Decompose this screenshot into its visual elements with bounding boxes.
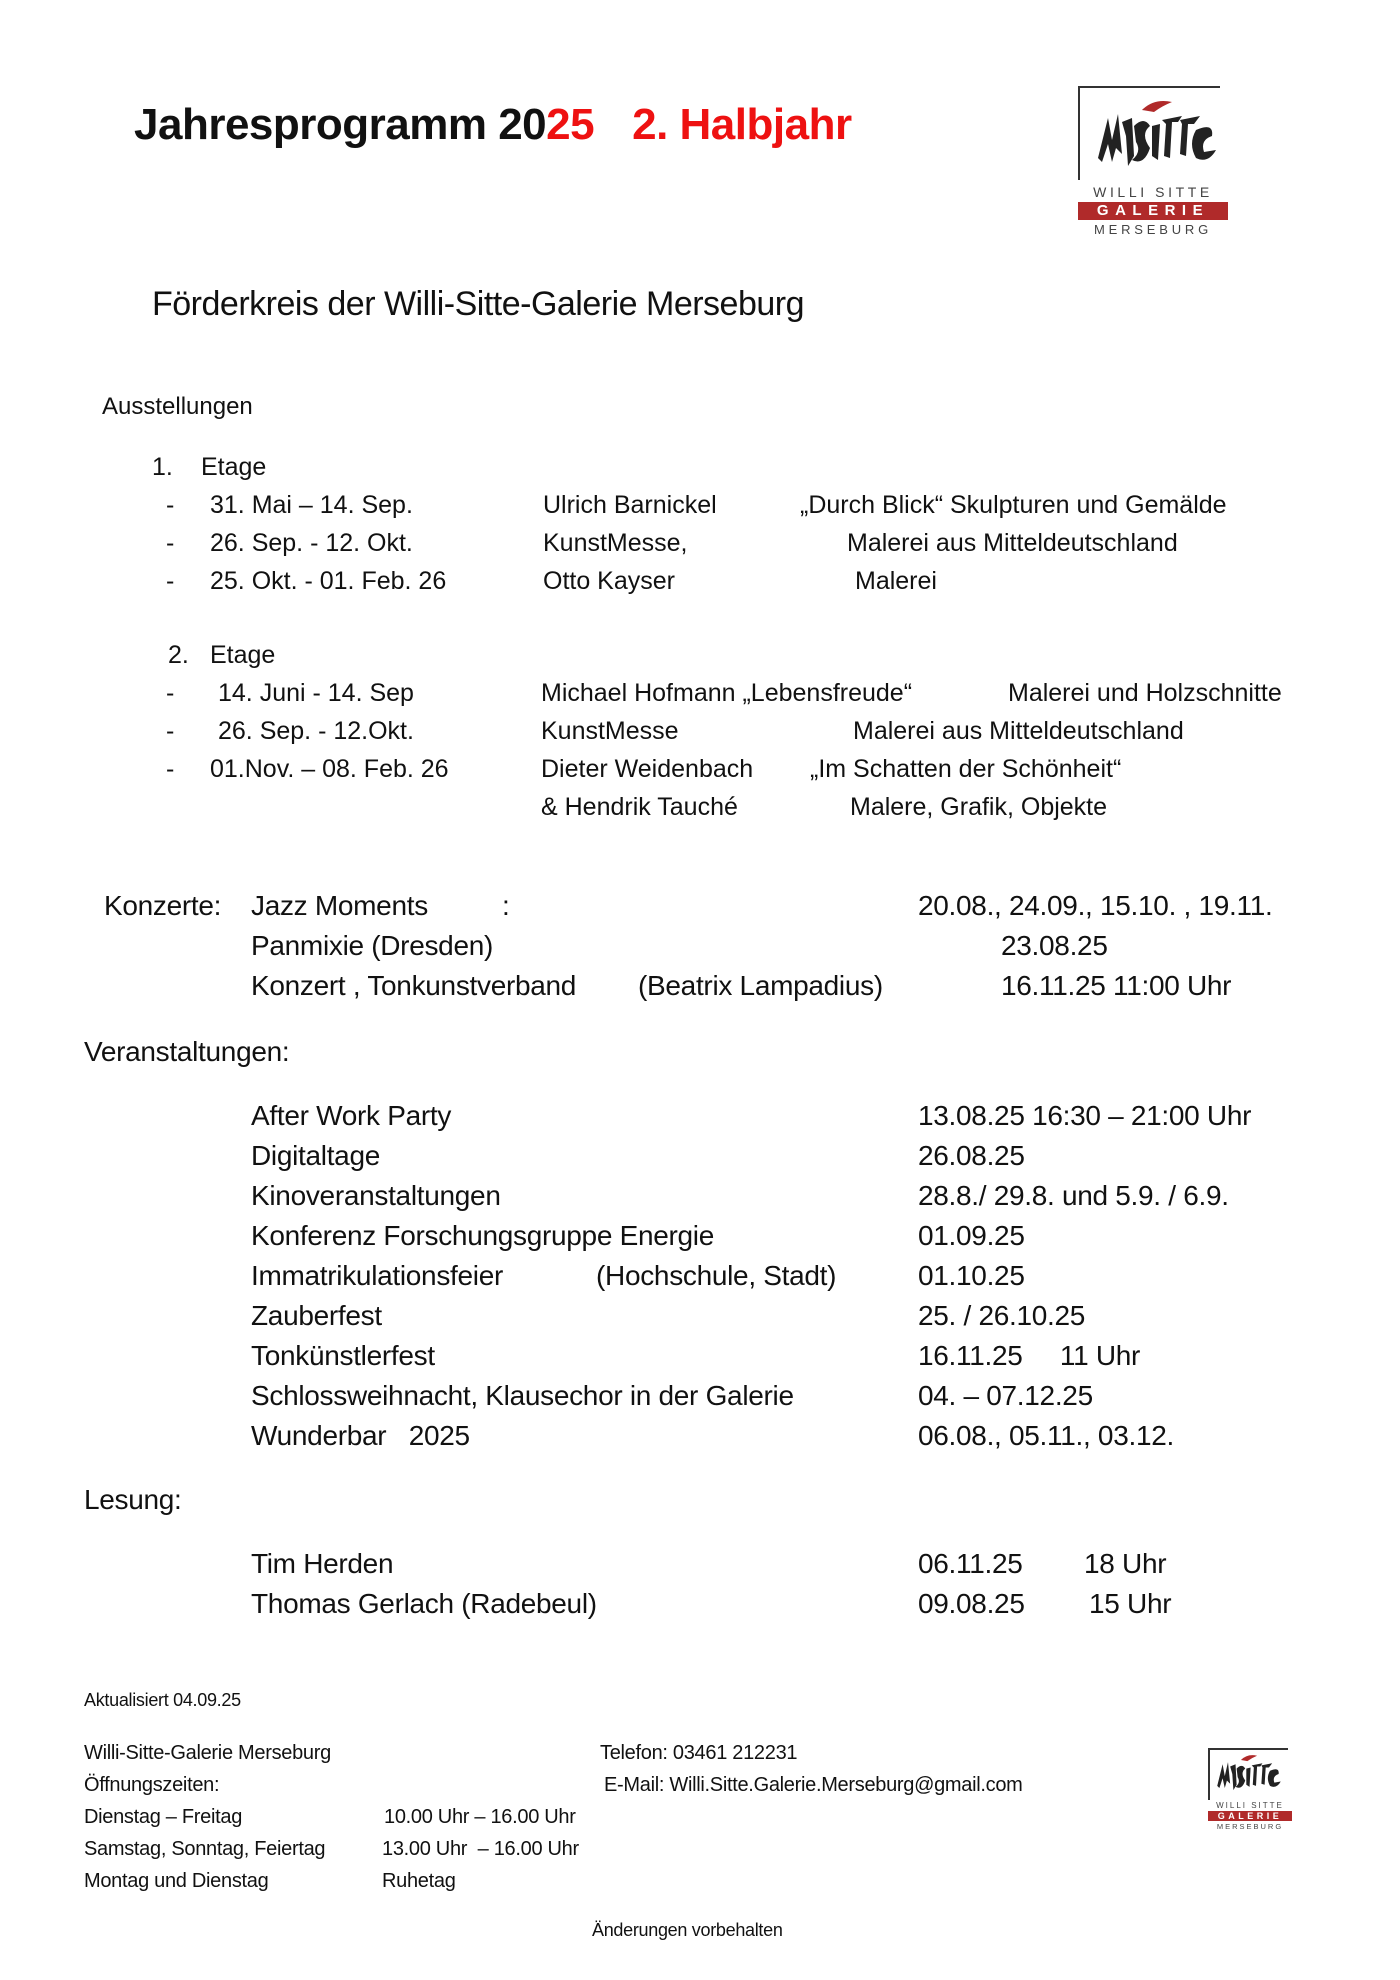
- item-name: Wunderbar 2025: [251, 1420, 470, 1451]
- item-name: Jazz Moments: [251, 890, 428, 921]
- floor-1-number: 1.: [152, 453, 173, 481]
- page-title: [134, 100, 852, 150]
- row-dash: -: [166, 717, 175, 745]
- item-date: 20.08., 24.09., 15.10. , 19.11.: [918, 890, 1273, 921]
- item-name: Digitaltage: [251, 1140, 381, 1171]
- hours-time: 10.00 Uhr – 16.00 Uhr: [384, 1806, 576, 1828]
- item-extra: (Hochschule, Stadt): [596, 1260, 837, 1291]
- signature-icon: [1214, 1752, 1284, 1796]
- item-time: 15 Uhr: [1089, 1588, 1172, 1619]
- item-time: 18 Uhr: [1084, 1548, 1167, 1579]
- row-date: 26. Sep. - 12.Okt.: [218, 717, 414, 745]
- logo-line-galerie: GALERIE: [1078, 202, 1228, 220]
- email-link[interactable]: E-Mail: Willi.Sitte.Galerie.Merseburg@gmail.com: [604, 1774, 1023, 1796]
- logo-line-merseburg: MERSEBURG: [1216, 1822, 1284, 1831]
- row-artist: KunstMesse: [541, 717, 679, 745]
- row-description: „Durch Blick“ Skulpturen und Gemälde: [800, 491, 1227, 519]
- row-dash: -: [166, 755, 175, 783]
- row-artist: Dieter Weidenbach: [541, 755, 754, 783]
- section-heading-lesung: Lesung:: [84, 1484, 182, 1515]
- item-name: Tim Herden: [251, 1548, 394, 1579]
- item-date: 09.08.25: [918, 1588, 1025, 1619]
- row-date: 14. Juni - 14. Sep: [218, 679, 414, 707]
- item-name: After Work Party: [251, 1100, 452, 1131]
- row-dash: -: [166, 567, 175, 595]
- section-heading-veranstaltungen: Veranstaltungen:: [84, 1036, 290, 1067]
- row-description: Malerei aus Mitteldeutschland: [853, 717, 1184, 745]
- row-artist: Otto Kayser: [543, 567, 675, 595]
- row-dash: -: [166, 679, 175, 707]
- logo-line-galerie: GALERIE: [1208, 1811, 1292, 1821]
- row-description: Malere, Grafik, Objekte: [850, 793, 1108, 821]
- hours-time: Ruhetag: [382, 1870, 456, 1892]
- logo-line-willi-sitte: WILLI SITTE: [1093, 184, 1213, 200]
- item-date: 06.11.25: [918, 1548, 1023, 1579]
- item-name: Zauberfest: [251, 1300, 382, 1331]
- row-artist: Ulrich Barnickel: [543, 491, 717, 519]
- item-name: Immatrikulationsfeier: [251, 1260, 504, 1291]
- item-date: 16.11.25 11 Uhr: [918, 1340, 1141, 1371]
- gallery-name: Willi-Sitte-Galerie Merseburg: [84, 1742, 331, 1764]
- item-name: Thomas Gerlach (Radebeul): [251, 1588, 597, 1619]
- row-description: „Im Schatten der Schönheit“: [810, 755, 1122, 783]
- updated-date: Aktualisiert 04.09.25: [84, 1690, 241, 1710]
- row-artist: KunstMesse,: [543, 529, 688, 557]
- item-date: 25. / 26.10.25: [918, 1300, 1086, 1331]
- item-date: 13.08.25 16:30 – 21:00 Uhr: [918, 1100, 1252, 1131]
- hours-days: Samstag, Sonntag, Feiertag: [84, 1838, 326, 1860]
- floor-2-label: Etage: [210, 641, 276, 669]
- item-date: 26.08.25: [918, 1140, 1025, 1171]
- item-date: 16.11.25 11:00 Uhr: [1001, 970, 1232, 1001]
- item-name: Kinoveranstaltungen: [251, 1180, 501, 1211]
- row-date: 26. Sep. - 12. Okt.: [210, 529, 413, 557]
- row-artist: Michael Hofmann „Lebensfreude“: [541, 679, 913, 707]
- item-extra: (Beatrix Lampadius): [638, 970, 883, 1001]
- page-subtitle: Förderkreis der Willi-Sitte-Galerie Merseburg: [152, 285, 805, 323]
- item-date: 06.08., 05.11., 03.12.: [918, 1420, 1174, 1451]
- logo-line-willi-sitte: WILLI SITTE: [1216, 1801, 1284, 1810]
- item-date: 23.08.25: [1001, 930, 1108, 961]
- row-date: 01.Nov. – 08. Feb. 26: [210, 755, 449, 783]
- gallery-logo-small: [1208, 1748, 1292, 1834]
- logo-line-merseburg: MERSEBURG: [1094, 222, 1212, 237]
- title-year-red: 25: [546, 100, 595, 149]
- row-date: 25. Okt. - 01. Feb. 26: [210, 567, 447, 595]
- title-half-year: 2. Halbjahr: [632, 100, 852, 149]
- item-date: 28.8./ 29.8. und 5.9. / 6.9.: [918, 1180, 1229, 1211]
- row-dash: -: [166, 529, 175, 557]
- item-name: Konzert , Tonkunstverband: [251, 970, 577, 1001]
- floor-2-number: 2.: [168, 641, 189, 669]
- row-description: Malerei und Holzschnitte: [1008, 679, 1282, 707]
- item-name: Panmixie (Dresden): [251, 930, 494, 961]
- changes-reserved-note: Änderungen vorbehalten: [592, 1920, 783, 1940]
- section-heading-ausstellungen: Ausstellungen: [102, 393, 253, 420]
- title-black: Jahresprogramm 20: [134, 100, 547, 149]
- signature-icon: [1092, 96, 1222, 176]
- item-date: 01.10.25: [918, 1260, 1025, 1291]
- section-heading-konzerte: Konzerte:: [104, 890, 222, 921]
- item-date: 01.09.25: [918, 1220, 1025, 1251]
- item-extra: :: [502, 890, 510, 921]
- hours-days: Dienstag – Freitag: [84, 1806, 243, 1828]
- hours-time: 13.00 Uhr – 16.00 Uhr: [382, 1838, 579, 1860]
- opening-hours-label: Öffnungszeiten:: [84, 1774, 220, 1796]
- row-description: Malerei: [855, 567, 937, 595]
- item-name: Konferenz Forschungsgruppe Energie: [251, 1220, 714, 1251]
- hours-days: Montag und Dienstag: [84, 1870, 269, 1892]
- row-artist: & Hendrik Tauché: [541, 793, 738, 821]
- item-date: 04. – 07.12.25: [918, 1380, 1093, 1411]
- gallery-logo: [1078, 86, 1238, 246]
- row-description: Malerei aus Mitteldeutschland: [847, 529, 1178, 557]
- phone: Telefon: 03461 212231: [600, 1742, 798, 1764]
- row-date: 31. Mai – 14. Sep.: [210, 491, 413, 519]
- item-name: Schlossweihnacht, Klausechor in der Galerie: [251, 1380, 794, 1411]
- floor-1-label: Etage: [201, 453, 267, 481]
- item-name: Tonkünstlerfest: [251, 1340, 435, 1371]
- row-dash: -: [166, 491, 175, 519]
